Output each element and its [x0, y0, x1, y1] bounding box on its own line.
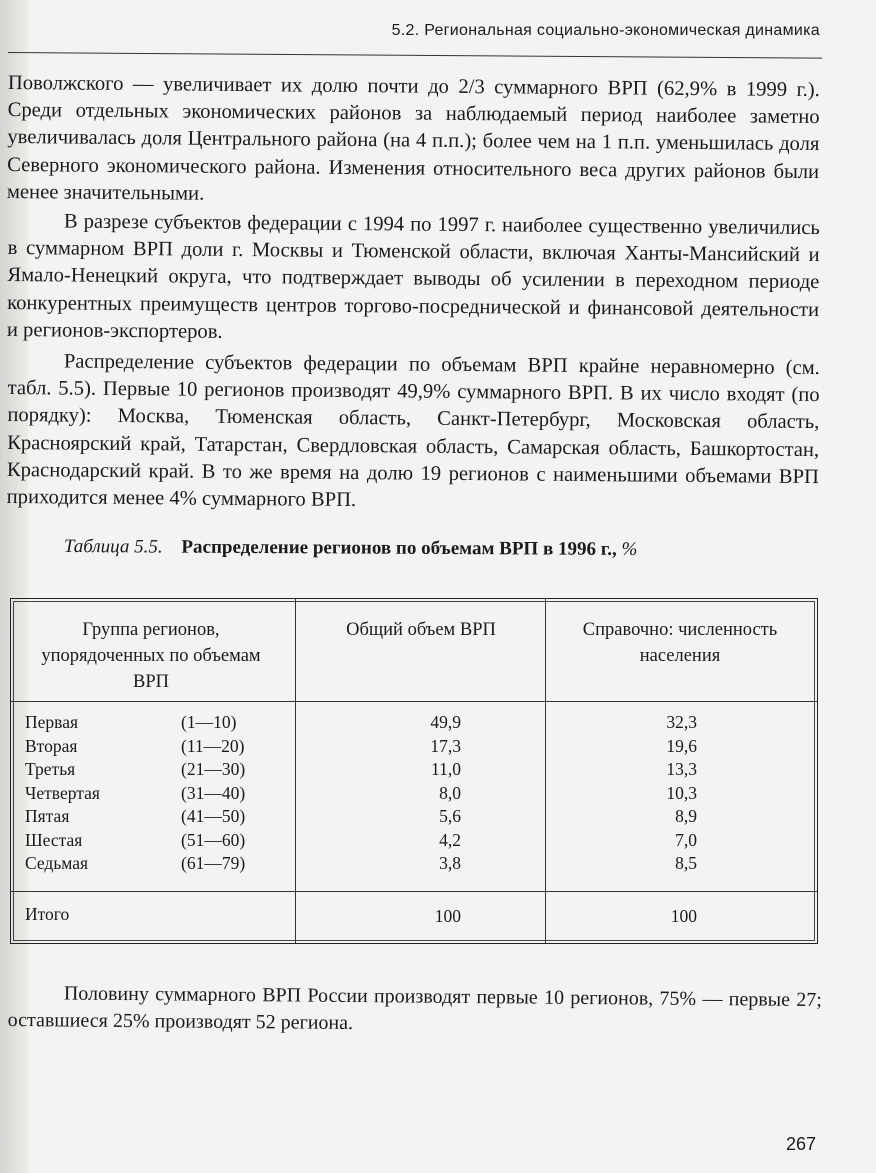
table-caption	[64, 536, 824, 562]
header-group: Группа регионов, упорядоченных по объемам ВРП	[41, 620, 261, 692]
row-name: Первая	[25, 712, 79, 732]
row-name: Шестая	[25, 829, 83, 850]
row-population: 8,9	[675, 806, 697, 826]
row-population: 8,5	[675, 853, 697, 873]
total-grp: 100	[434, 906, 461, 926]
row-range: (1—10)	[181, 712, 237, 732]
paragraph-1: Поволжского — увеличивает их долю почти до 2/3 суммарного ВРП (62,9% в 1999 г.). Среди отдельных экономических районов за наблюдаемый период наиболее заметно увеличивалась доля Центрального района (на 4 п.п.); более чем на 1 п.п. уменьшилась доля Северного экономического района. Изменения относительного веса других районов были менее значительными.	[6, 71, 820, 205]
table-caption-unit: %	[621, 538, 638, 561]
page-number: 267	[786, 1134, 817, 1154]
total-divider	[11, 891, 817, 892]
running-head: 5.2. Региональная социально-экономическая динамика	[391, 22, 820, 39]
row-grp: 4,2	[439, 829, 461, 850]
data-table	[10, 598, 818, 944]
row-range: (11—20)	[181, 735, 245, 756]
paragraph-3: Распределение субъектов федерации по объемам ВРП крайне неравномерно (см. табл. 5.5). Первые 10 регионов производят 49,9% суммарного ВРП. В их число входят (по порядку): Москва, Тюменская область, Санкт-Петербург, Московская область, Красноярский край, Татарстан, Свердловская область, Самарская область, Башкортостан, Краснодарский край. В то же время на долю 19 регионов с наименьшими объемами ВРП приходится менее 4% суммарного ВРП.	[6, 350, 820, 512]
row-range: (51—60)	[181, 829, 246, 850]
row-name: Вторая	[25, 735, 78, 756]
header-rule	[8, 52, 822, 59]
row-range: (41—50)	[181, 806, 246, 826]
header-population: Справочно: численность населения	[582, 620, 778, 666]
table-caption-title: Распределение регионов по объемам ВРП в 1996 г.,	[181, 536, 617, 560]
row-population: 10,3	[666, 782, 697, 803]
paragraph-2: В разрезе субъектов федерации с 1994 по 1997 г. наиболее существенно увеличились в суммарном ВРП доли г. Москвы и Тюменской области, включая Ханты-Мансийский и Ямало-Ненецкий округа, что подтверждает выводы об усилении в переходном периоде конкурентных преимуществ центров торгово-посреднической и финансовой деятельности и регионов-экспортеров.	[6, 210, 820, 343]
table-caption-number: Таблица 5.5.	[63, 536, 163, 558]
row-grp: 8,0	[439, 782, 461, 803]
row-grp: 11,0	[431, 759, 461, 779]
row-name: Пятая	[25, 806, 70, 826]
row-population: 19,6	[666, 735, 697, 756]
total-name: Итого	[25, 904, 70, 924]
row-grp: 5,6	[439, 806, 461, 826]
row-grp: 3,8	[439, 853, 461, 873]
row-population: 32,3	[666, 712, 697, 732]
header-grp: Общий объем ВРП	[346, 620, 496, 640]
row-range: (31—40)	[181, 782, 246, 803]
row-grp: 49,9	[430, 712, 461, 732]
total-population: 100	[670, 906, 697, 926]
row-grp: 17,3	[430, 735, 461, 756]
row-range: (21—30)	[181, 759, 246, 779]
row-name: Седьмая	[25, 853, 89, 873]
row-range: (61—79)	[181, 853, 246, 873]
row-name: Третья	[25, 759, 76, 779]
header-divider	[11, 701, 817, 702]
row-population: 13,3	[666, 759, 697, 779]
row-population: 7,0	[675, 829, 697, 850]
row-name: Четвертая	[25, 782, 100, 803]
paragraph-4: Половину суммарного ВРП России производят первые 10 регионов, 75% — первые 27; оставшиеся 25% производят 52 региона.	[7, 982, 822, 1035]
